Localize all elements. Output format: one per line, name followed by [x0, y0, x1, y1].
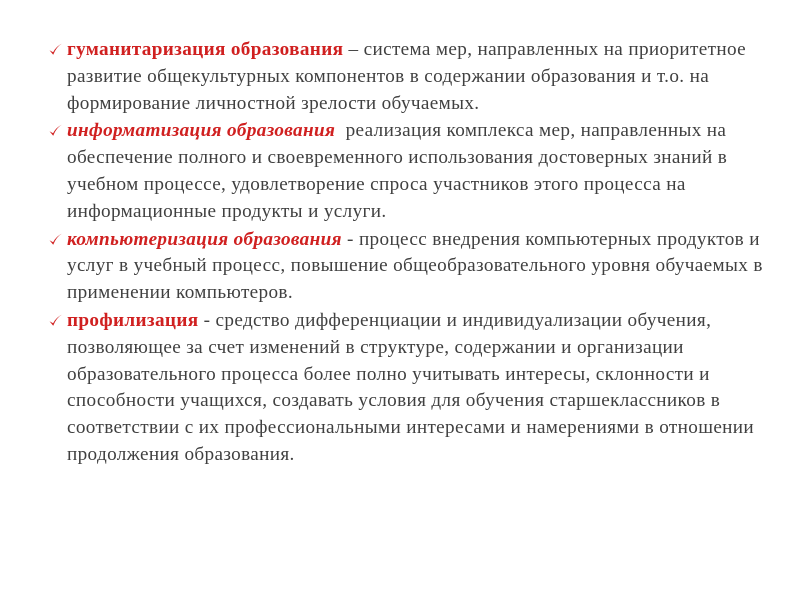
item-term: гуманитаризация образования	[67, 39, 344, 60]
definition-list	[48, 37, 768, 470]
item-text	[67, 227, 768, 307]
checkmark-icon	[48, 123, 63, 138]
item-separator: –	[343, 39, 364, 60]
item-text	[67, 118, 768, 225]
item-separator: -	[341, 228, 359, 250]
list-item	[48, 308, 768, 469]
checkmark-icon	[48, 232, 63, 247]
item-definition: реализация комплекса мер, направленных на обеспечение полного и своевременного использования достоверных знаний в учебном процессе, удовлетворение спроса участников этого процесса на информационные продукты и услуги.	[67, 120, 728, 222]
checkmark-icon	[48, 313, 63, 328]
item-term: компьютеризация образования	[67, 228, 342, 250]
item-text	[67, 308, 768, 469]
item-term: информатизация образования	[67, 120, 336, 142]
checkmark-icon	[48, 42, 63, 57]
item-definition: процесс внедрения компьютерных продуктов и услуг в учебный процесс, повышение общеобразовательного уровня обучаемых в применении компьютеров.	[67, 228, 763, 304]
item-definition: средство дифференциации и индивидуализации обучения, позволяющее за счет изменений в структуре, содержании и организации образовательного процесса более полно учитывать интересы, склонности и способности учащихся, создавать условия для обучения старшеклассников в соответствии с их профессиональными интересами и намерениями в отношении продолжения образования.	[67, 309, 755, 465]
item-definition: система мер, направленных на приоритетное развитие общекультурных компонентов в содержании образования и т.о. на формирование личностной зрелости обучаемых.	[67, 39, 747, 114]
list-item	[48, 227, 768, 307]
list-item	[48, 118, 768, 225]
item-text	[67, 37, 768, 117]
list-item	[48, 37, 768, 117]
item-separator	[335, 120, 345, 141]
item-separator: -	[198, 309, 216, 331]
item-term: профилизация	[67, 309, 199, 331]
